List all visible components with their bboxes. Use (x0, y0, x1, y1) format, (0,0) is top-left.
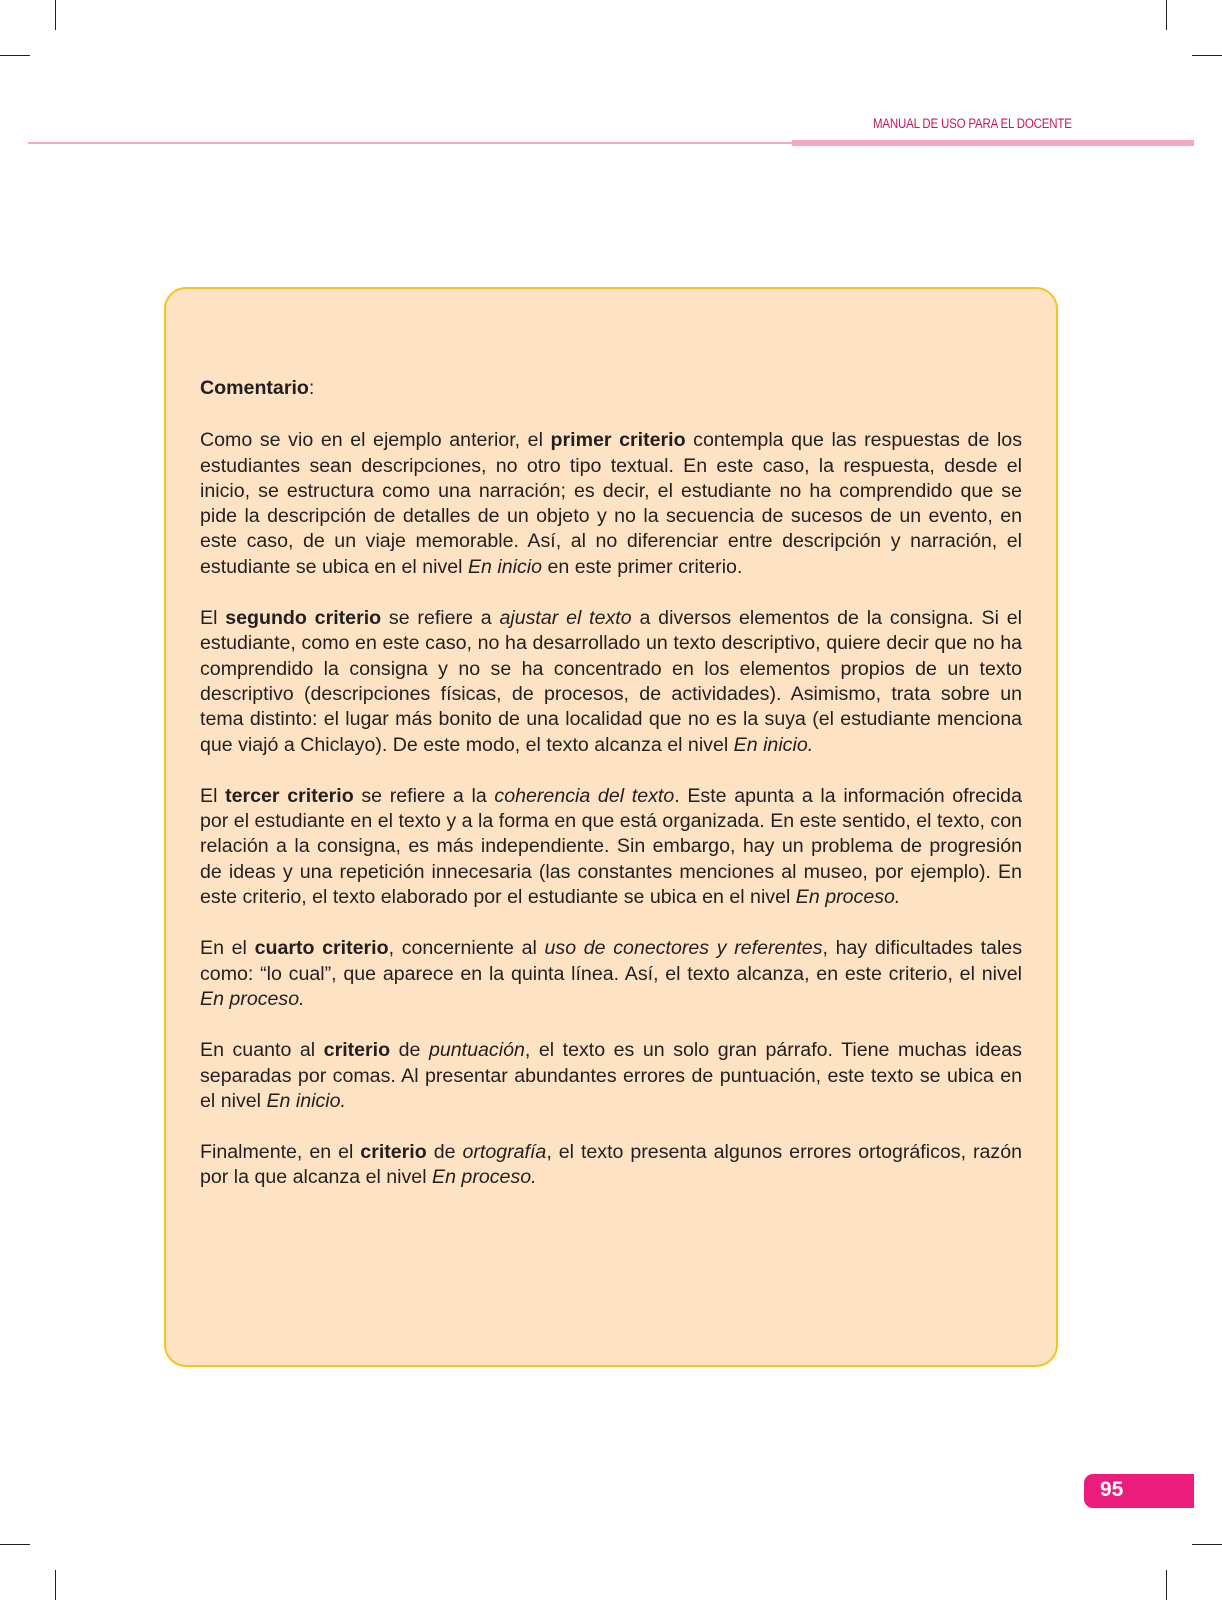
text-run: Finalmente, en el (200, 1141, 361, 1164)
comment-paragraph (200, 936, 1022, 1012)
text-run: se refiere a (381, 607, 500, 630)
italic-run: En inicio (467, 555, 543, 578)
bold-run: criterio (360, 1141, 427, 1164)
text-run: En el (200, 937, 255, 960)
text-run: , el texto es un solo gran párrafo. Tiene muchas ideas separadas por comas. Al presentar abundantes errores de puntuación, este texto se ubica en el nivel (200, 1039, 1022, 1112)
header-rule-accent (792, 140, 1194, 146)
text-run: de (390, 1039, 429, 1062)
page-number: 95 (1100, 1478, 1124, 1501)
text-run: se refiere a la (353, 784, 495, 807)
crop-mark-bottom-left (55, 1570, 56, 1600)
comment-content (200, 376, 1022, 1217)
text-run: El (200, 607, 226, 630)
italic-run: ajustar el texto (499, 607, 632, 630)
italic-run: En proceso. (432, 1166, 537, 1189)
comment-title (200, 376, 1022, 401)
italic-run: ortografía (462, 1141, 547, 1164)
crop-mark-bottom-right-h (1192, 1544, 1222, 1545)
comment-paragraph (200, 784, 1022, 910)
running-header-title: MANUAL DE USO PARA EL DOCENTE (873, 116, 1072, 131)
text-run: . Este apunta a la información ofrecida por el estudiante en el texto y a la forma en que está organizada. En este sentido, el texto, con relación a la consigna, es más independiente. Sin embargo, hay un problema de progresión de ideas y una repetición innecesaria (las constantes menciones al museo, por ejemplo). En este criterio, el texto elaborado por el estudiante se ubica en el nivel (200, 784, 1022, 909)
comment-title-suffix: : (308, 377, 315, 399)
bold-run: criterio (323, 1039, 391, 1062)
comment-paragraph (200, 1140, 1022, 1191)
crop-mark-top-right-h (1192, 55, 1222, 56)
text-run: en este primer criterio. (542, 555, 743, 578)
crop-mark-bottom-right (1166, 1570, 1167, 1600)
crop-mark-top-right (1166, 0, 1167, 30)
comment-paragraph (200, 606, 1022, 758)
text-run: , concerniente al (388, 937, 545, 960)
comment-title-label: Comentario (200, 377, 309, 399)
italic-run: En proceso. (200, 987, 305, 1010)
bold-run: tercer criterio (225, 784, 354, 807)
text-run: En cuanto al (200, 1039, 324, 1062)
bold-run: primer criterio (550, 429, 686, 452)
text-run: de (426, 1141, 463, 1164)
italic-run: En proceso. (795, 886, 901, 909)
italic-run: puntuación (428, 1039, 525, 1062)
text-run: a diversos elementos de la consigna. Si el estudiante, como en este caso, no ha desarrollado un texto descriptivo, quiere decir que no ha comprendido la consigna y no se ha concentrado en los elementos propios de un texto descriptivo (descripciones físicas, de procesos, de actividades). Asimismo, trata sobre un tema distinto: el lugar más bonito de una localidad que no es la suya (el estudiante menciona que viajó a Chiclayo). De este modo, el texto alcanza el nivel (200, 607, 1022, 756)
comment-paragraph (200, 1038, 1022, 1114)
bold-run: segundo criterio (225, 607, 382, 630)
bold-run: cuarto criterio (254, 937, 389, 960)
crop-mark-bottom-left-h (0, 1544, 30, 1545)
italic-run: En inicio. (733, 733, 814, 756)
text-run: Como se vio en el ejemplo anterior, el (200, 429, 551, 452)
text-run: , hay dificultades tales como: “lo cual”, que aparece en la quinta línea. Así, el texto alcanza, en este criterio, el nivel (200, 937, 1022, 985)
crop-mark-top-left (55, 0, 56, 30)
text-run: El (200, 784, 226, 807)
page-number-tab (1084, 1474, 1194, 1508)
comment-paragraph (200, 428, 1022, 580)
text-run: contempla que las respuestas de los estudiantes sean descripciones, no otro tipo textual. En este caso, la respuesta, desde el inicio, se estructura como una narración; es decir, el estudiante no ha comprendido que se pide la descripción de detalles de un objeto y no la secuencia de sucesos de un evento, en este caso, de un viaje memorable. Así, al no diferenciar entre descripción y narración, el estudiante se ubica en el nivel (200, 429, 1023, 578)
italic-run: uso de conectores y referentes (544, 937, 823, 960)
text-run: , el texto presenta algunos errores ortográficos, razón por la que alcanza el nivel (200, 1141, 1022, 1189)
comment-paragraphs (200, 428, 1022, 1190)
crop-mark-top-left-h (0, 55, 30, 56)
italic-run: En inicio. (266, 1089, 346, 1112)
italic-run: coherencia del texto (494, 784, 675, 807)
